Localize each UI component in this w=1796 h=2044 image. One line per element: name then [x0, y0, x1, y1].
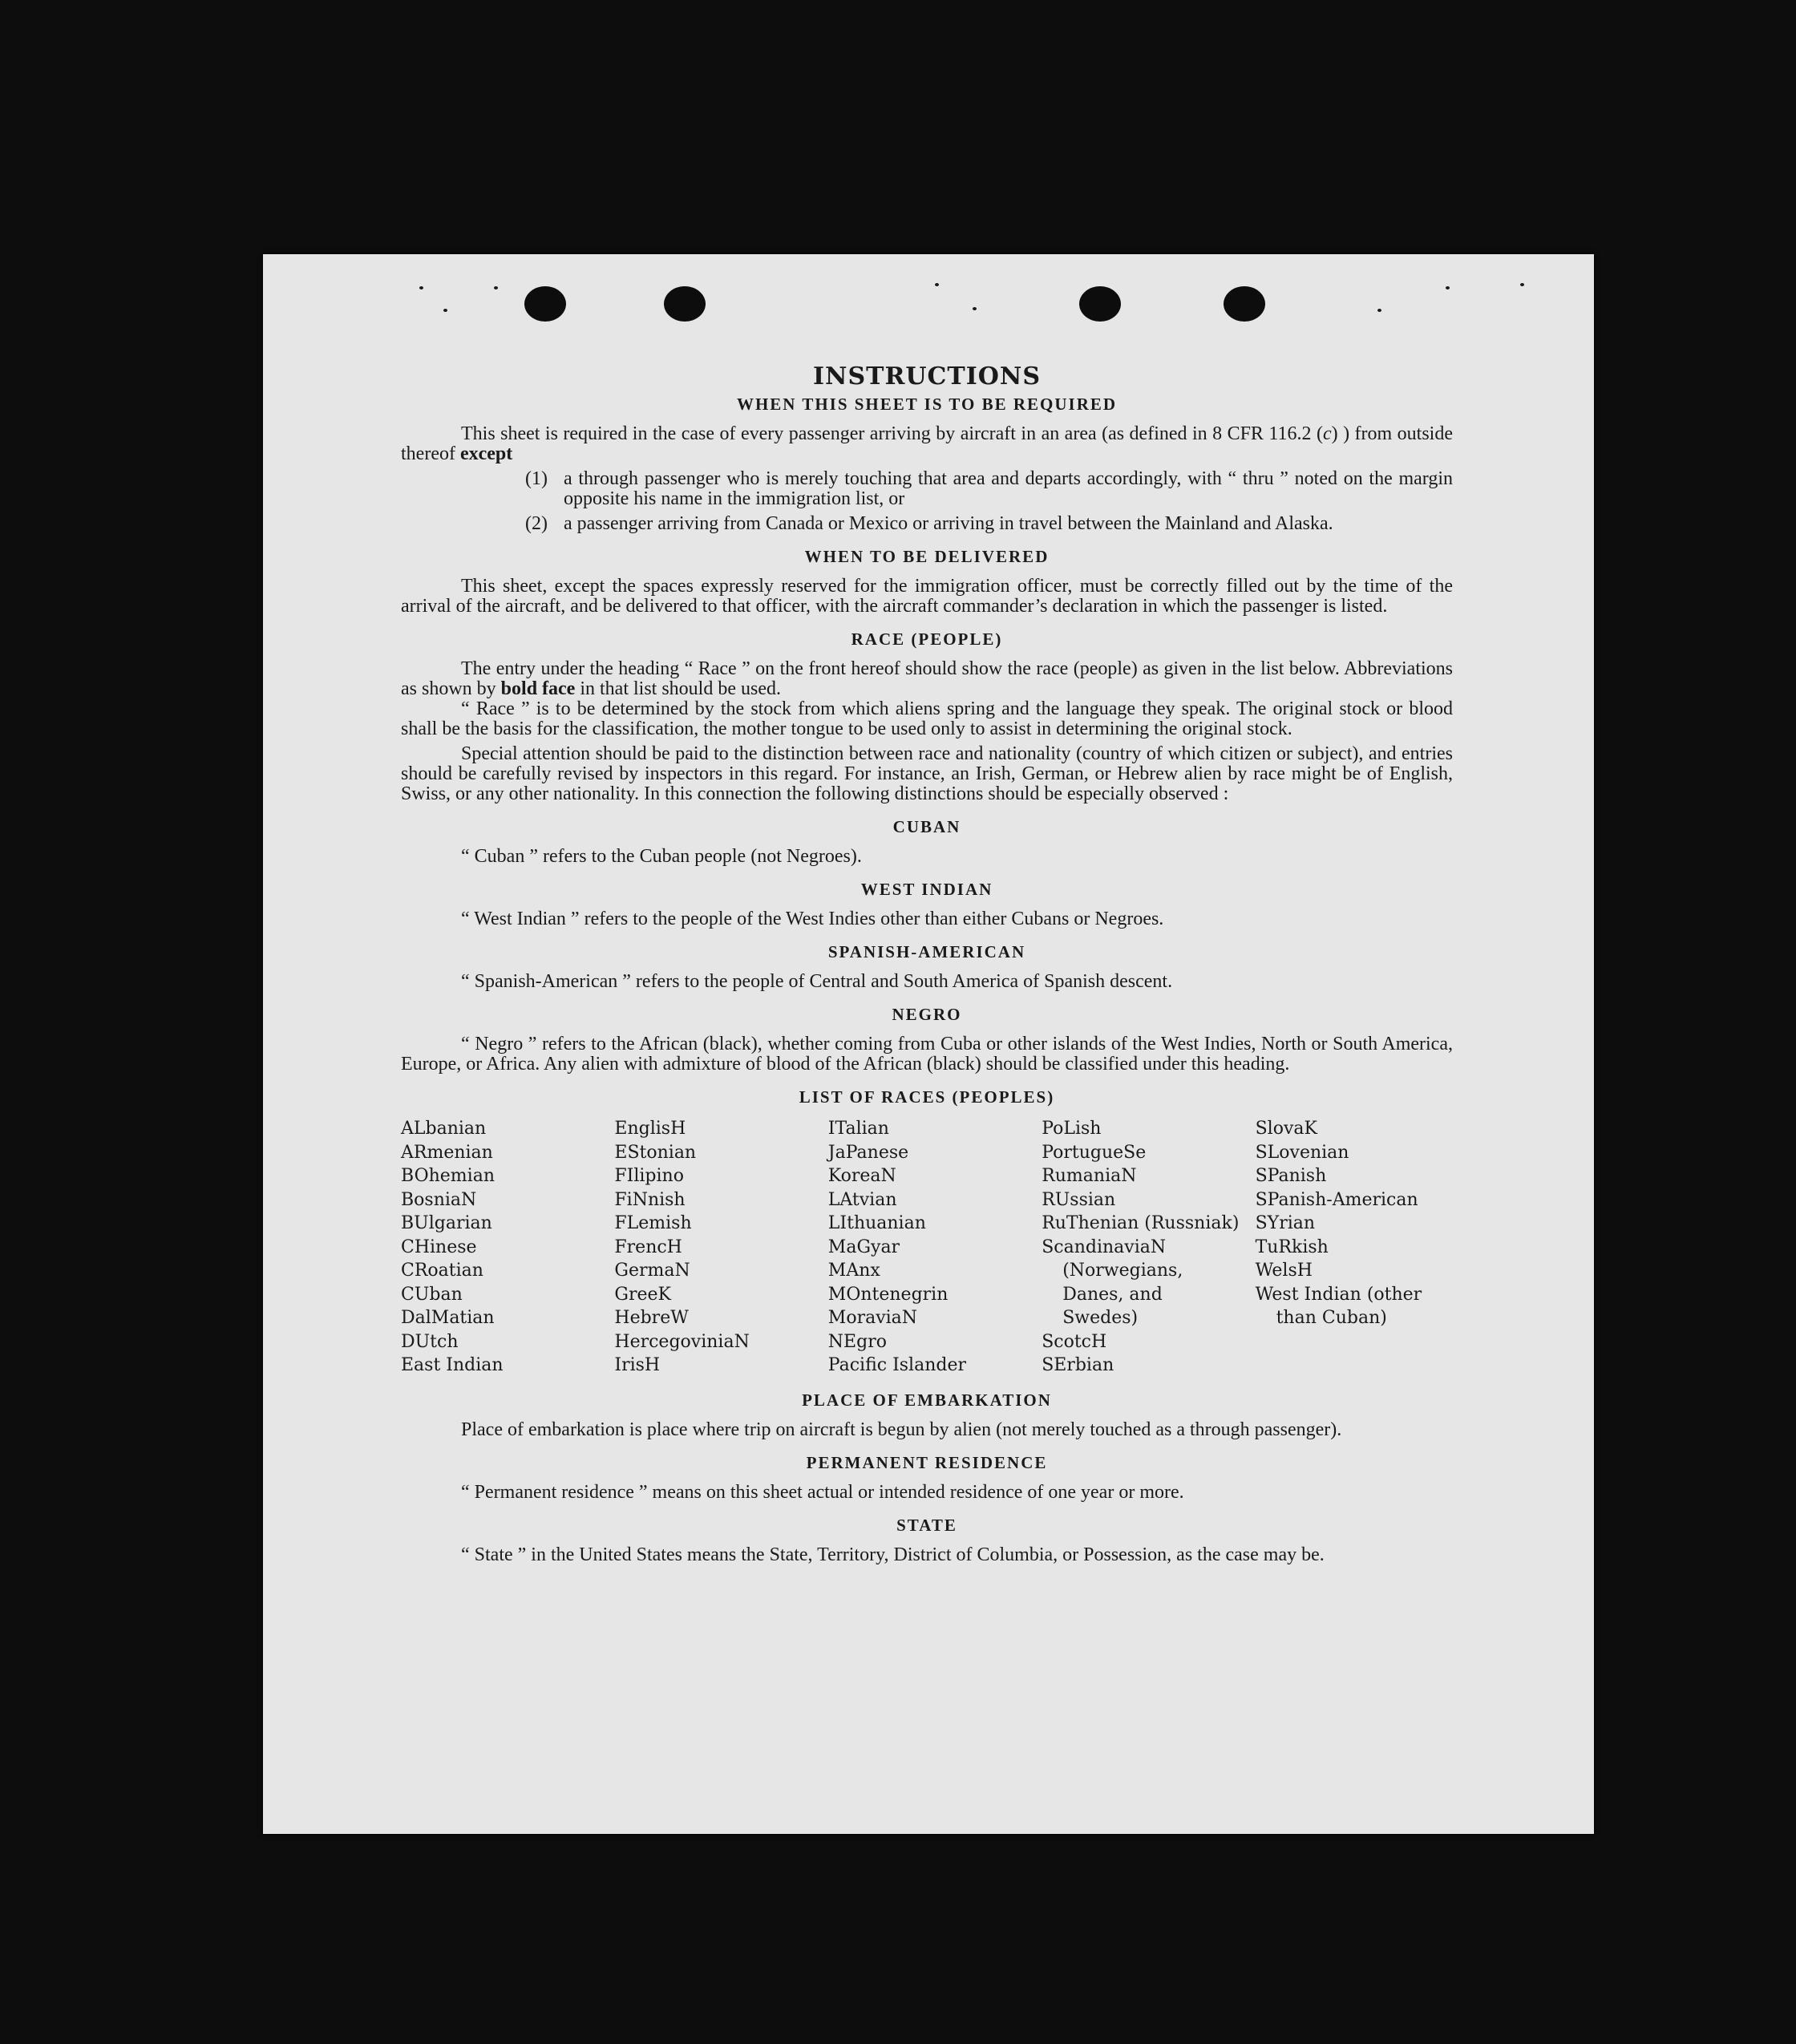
- race-column: [401, 1117, 598, 1378]
- race-item: BOhemian: [401, 1166, 495, 1186]
- ink-speck: [1520, 283, 1524, 286]
- clause-number: (1): [525, 468, 548, 489]
- instructions-content: [401, 362, 1454, 1565]
- race-item: MAnx: [827, 1261, 880, 1281]
- race-item: CRoatian: [401, 1261, 483, 1281]
- race-column: [1042, 1117, 1239, 1378]
- race-item: FIlipino: [614, 1166, 684, 1186]
- race-item: IrisH: [614, 1355, 661, 1375]
- race-item: SLovenian: [1255, 1142, 1349, 1163]
- section-heading-cuban: CUBAN: [892, 817, 961, 836]
- document-page: [263, 254, 1594, 1834]
- punch-hole: [664, 286, 706, 322]
- race-item: East Indian: [401, 1355, 504, 1375]
- spanish-american-text: “ Spanish-American ” refers to the people of Central and South America of Spanish descent.: [461, 971, 1173, 992]
- ink-speck: [1377, 309, 1381, 312]
- race-item: LAtvian: [827, 1189, 897, 1210]
- section-heading-residence: PERMANENT RESIDENCE: [806, 1452, 1048, 1472]
- race-item: RUssian: [1042, 1189, 1116, 1210]
- race-item: HebreW: [614, 1308, 689, 1328]
- race-paragraph-3: Special attention should be paid to the distinction between race and nationality (country of which citizen or subject), and entries should be carefully revised by inspectors in this regard. For instance, an Irish, German, or Hebrew alien by race might be of English, Swiss, or any other nationality. In this connection the following distinctions should be especially observed :: [401, 743, 1453, 804]
- race-item: SErbian: [1042, 1355, 1114, 1375]
- race-item: EnglisH: [614, 1119, 686, 1139]
- race-item: CHinese: [401, 1237, 477, 1257]
- race-item: MOntenegrin: [827, 1284, 949, 1305]
- race-item: SYrian: [1255, 1213, 1316, 1233]
- race-item: ScandinaviaN (Norwegians, Danes, and Swedes): [1042, 1237, 1183, 1328]
- race-column: [614, 1117, 811, 1378]
- clause-text: a passenger arriving from Canada or Mexico or arriving in travel between the Mainland and Alaska.: [564, 513, 1333, 534]
- race-item: FLemish: [614, 1213, 692, 1233]
- cuban-text: “ Cuban ” refers to the Cuban people (not Negroes).: [461, 846, 862, 867]
- race-item: WelsH: [1255, 1261, 1313, 1281]
- race-item: JaPanese: [827, 1142, 909, 1163]
- race-bold-face: bold face: [500, 678, 576, 699]
- race-item: EStonian: [614, 1142, 697, 1163]
- intro-text: This sheet is required in the case of every passenger arriving by aircraft in an area (as defined in 8 CFR 116.2 (: [461, 423, 1323, 444]
- race-item: FiNnish: [614, 1189, 686, 1210]
- race-column: [828, 1117, 1025, 1378]
- ink-speck: [935, 283, 939, 286]
- race-item: BosniaN: [401, 1189, 477, 1210]
- race-item: ALbanian: [401, 1119, 487, 1139]
- race-item: MaGyar: [827, 1237, 900, 1257]
- race-item: BUlgarian: [401, 1213, 492, 1233]
- ink-speck: [973, 307, 977, 310]
- race-item: PortugueSe: [1042, 1142, 1147, 1163]
- section-heading-when-delivered: WHEN TO BE DELIVERED: [804, 547, 1050, 566]
- intro-subsection: c: [1322, 423, 1332, 444]
- clause-number: (2): [525, 513, 548, 534]
- race-text: The entry under the heading “ Race ” on the front hereof should show the race (people) as given in the list below. Abbreviations as shown by: [401, 658, 1453, 699]
- race-item: GreeK: [614, 1284, 671, 1305]
- race-item: RuThenian (Russniak): [1042, 1213, 1240, 1233]
- when-delivered-text: This sheet, except the spaces expressly reserved for the immigration officer, must be correctly filled out by the time of the arrival of the aircraft, and be delivered to that officer, with the aircraft commander’s declaration in which the passenger is listed.: [401, 576, 1453, 617]
- section-heading-race: RACE (PEOPLE): [851, 629, 1003, 649]
- race-item: SPanish: [1255, 1166, 1327, 1186]
- west-indian-text: “ West Indian ” refers to the people of the West Indies other than either Cubans or Negroes.: [461, 909, 1164, 929]
- race-item: KoreaN: [827, 1166, 896, 1186]
- race-item: ITalian: [827, 1119, 889, 1139]
- race-item: NEgro: [827, 1331, 887, 1352]
- punch-hole: [1079, 286, 1121, 322]
- intro-text-cont: ) ) from outside thereof: [401, 423, 1454, 464]
- intro-except: except: [459, 443, 513, 464]
- residence-text: “ Permanent residence ” means on this sheet actual or intended residence of one year or more.: [461, 1481, 1184, 1503]
- race-item: ARmenian: [401, 1142, 493, 1163]
- state-text: “ State ” in the United States means the State, Territory, District of Columbia, or Possession, as the case may be.: [461, 1544, 1325, 1565]
- section-heading-embarkation: PLACE OF EMBARKATION: [802, 1390, 1052, 1410]
- when-required-intro: [401, 424, 1453, 464]
- ink-speck: [419, 286, 423, 289]
- section-heading-negro: NEGRO: [892, 1005, 962, 1024]
- race-item: TuRkish: [1255, 1237, 1329, 1257]
- section-heading-spanish-american: SPANISH-AMERICAN: [827, 942, 1026, 961]
- race-item: Pacific Islander: [827, 1355, 966, 1375]
- race-item: HercegoviniaN: [614, 1331, 750, 1352]
- section-heading-state: STATE: [896, 1515, 957, 1535]
- race-item: RumaniaN: [1042, 1166, 1137, 1186]
- race-item: SPanish-American: [1255, 1189, 1418, 1210]
- punch-hole: [1224, 286, 1265, 322]
- race-item: GermaN: [614, 1261, 690, 1281]
- clause-text: a through passenger who is merely touching that area and departs accordingly, with “ thru ” noted on the margin opposite his name in the immigration list, or: [564, 468, 1453, 509]
- section-heading-when-required: WHEN THIS SHEET IS TO BE REQUIRED: [736, 395, 1118, 414]
- race-item: SlovaK: [1255, 1119, 1317, 1139]
- ink-speck: [494, 286, 498, 289]
- ink-speck: [443, 309, 447, 312]
- race-text-cont: in that list should be used.: [575, 678, 781, 699]
- race-item: West Indian (other than Cuban): [1255, 1284, 1422, 1328]
- ink-speck: [1446, 286, 1450, 289]
- race-list: [401, 1117, 1453, 1378]
- race-item: PoLish: [1042, 1119, 1102, 1139]
- race-item: MoraviaN: [827, 1308, 918, 1328]
- race-item: LIthuanian: [827, 1213, 926, 1233]
- race-item: DUtch: [401, 1331, 459, 1352]
- negro-text: “ Negro ” refers to the African (black), whether coming from Cuba or other islands of the West Indies, North or South America, Europe, or Africa. Any alien with admixture of blood of the African (black) should be classified under this heading.: [401, 1034, 1453, 1075]
- race-item: FrencH: [614, 1237, 682, 1257]
- race-paragraph-2: “ Race ” is to be determined by the stock from which aliens spring and the language they speak. The original stock or blood shall be the basis for the classification, the mother tongue to be used only to assist in determining the original stock.: [401, 698, 1453, 739]
- section-heading-west-indian: WEST INDIAN: [860, 880, 993, 899]
- race-item: ScotcH: [1042, 1331, 1107, 1352]
- embarkation-text: Place of embarkation is place where trip on aircraft is begun by alien (not merely touched as a through passenger).: [461, 1419, 1342, 1440]
- clause-2: [525, 514, 1453, 534]
- race-paragraph-1: [401, 659, 1453, 699]
- section-heading-list-of-races: LIST OF RACES (PEOPLES): [799, 1087, 1055, 1107]
- punch-hole: [524, 286, 566, 322]
- race-item: CUban: [401, 1284, 463, 1305]
- clause-1: [525, 469, 1453, 509]
- race-item: DalMatian: [401, 1308, 495, 1328]
- race-column: [1256, 1117, 1453, 1378]
- document-title: INSTRUCTIONS: [813, 362, 1041, 391]
